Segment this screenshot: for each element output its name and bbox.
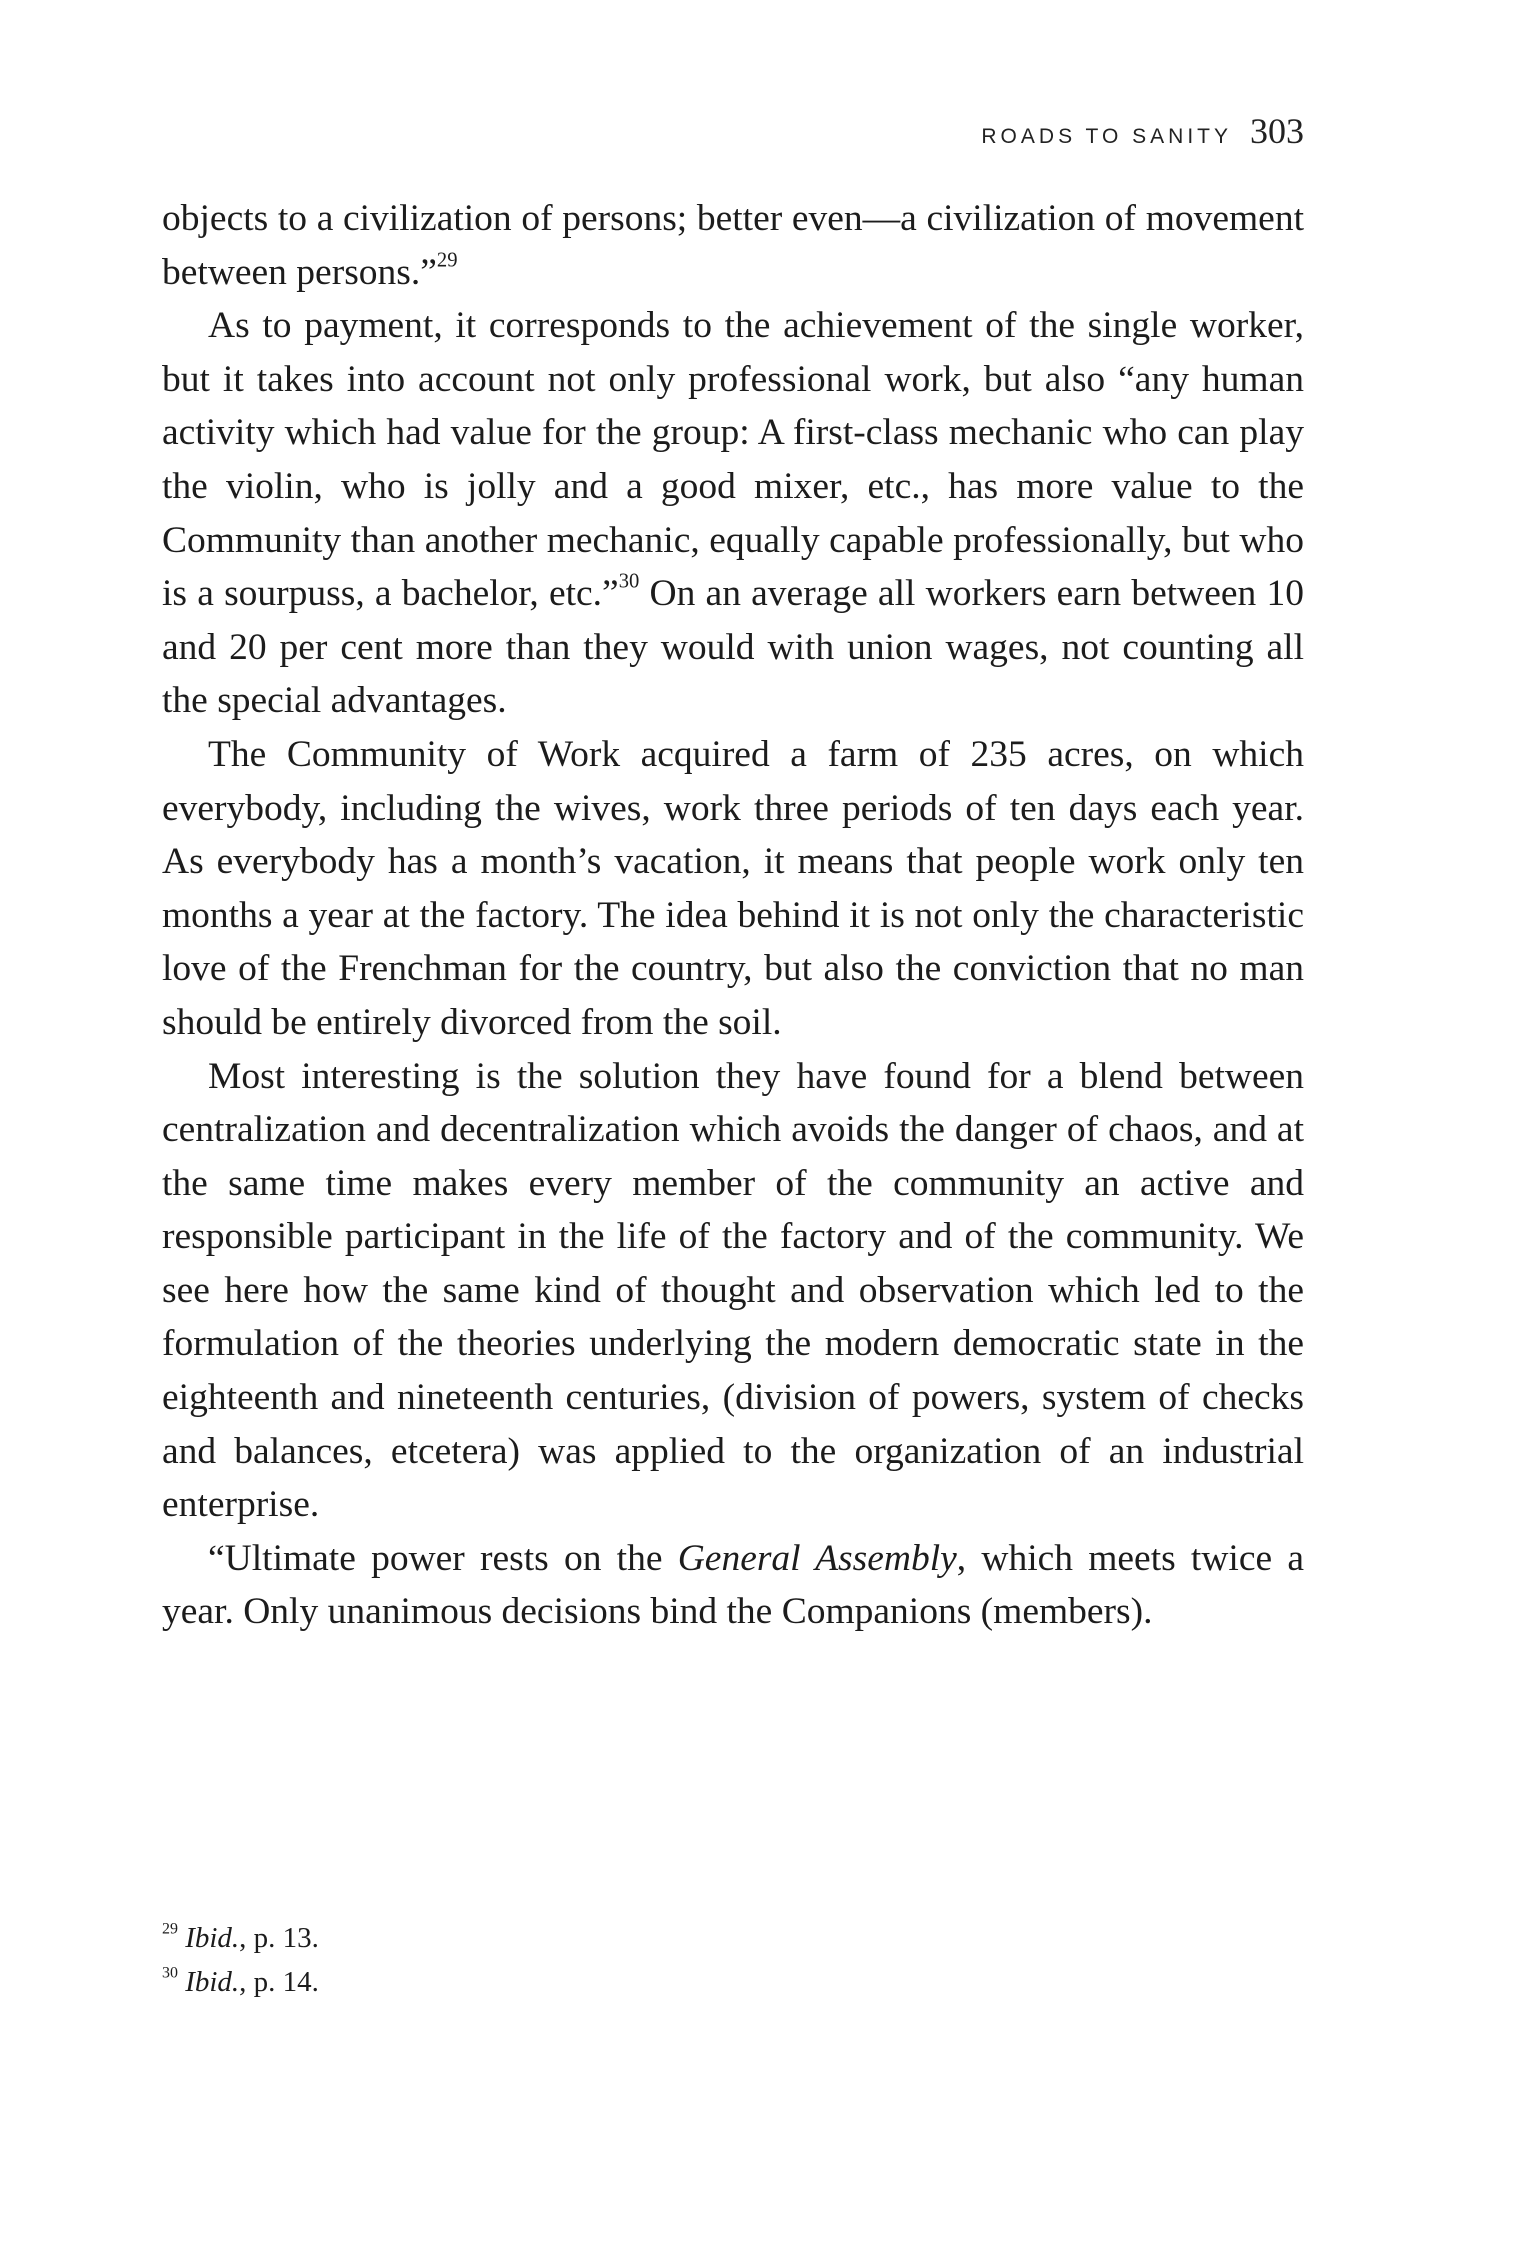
paragraph-1 (162, 192, 1304, 299)
footnote-number: 30 (162, 1964, 178, 1982)
body-text (162, 192, 1304, 1639)
footnote-30 (162, 1960, 319, 2004)
footnote-source: Ibid. (185, 1922, 240, 1954)
paragraph-5 (162, 1532, 1304, 1639)
page-number: 303 (1250, 111, 1304, 151)
footnote-ref-30: 30 (618, 570, 640, 593)
footnote-ref-29: 29 (436, 249, 458, 272)
paragraph-5-text-a: “Ultimate power rests on the (208, 1537, 678, 1579)
paragraph-2 (162, 299, 1304, 728)
paragraph-1-text: objects to a civilization of persons; better even—a civilization of movement between persons.” (162, 198, 1304, 293)
paragraph-2-text-a: As to payment, it corresponds to the achievement of the single worker, but it takes into account not only professional work, but also “any human activity which had value for the group: A first-class mechanic who can play the violin, who is jolly and a good mixer, etc., has more value to the Community than another mechanic, equally capable professionally, but who is a sourpuss, a bachelor, etc.” (162, 305, 1304, 615)
paragraph-5-emphasis: General Assembly (677, 1537, 957, 1579)
footnote-source: Ibid. (185, 1966, 240, 1998)
paragraph-3: The Community of Work acquired a farm of 235 acres, on which everybody, including the wives, work three periods of ten days each year. As everybody has a month’s vacation, it means that people work only ten months a year at the factory. The idea behind it is not only the characteristic love of the Frenchman for the country, but also the conviction that no man should be entirely divorced from the soil. (162, 733, 1304, 1043)
footnote-page: , p. 13. (239, 1922, 319, 1954)
footnotes (162, 1916, 319, 2004)
paragraph-4: Most interesting is the solution they have found for a blend between centralization and decentralization which avoids the danger of chaos, and at the same time makes every member of the community an active and responsible participant in the life of the factory and of the community. We see here how the same kind of thought and observation which led to the formulation of the theories underlying the modern democratic state in the eighteenth and nineteenth centuries, (division of powers, system of checks and balances, etcetera) was applied to the organization of an industrial enterprise. (162, 1055, 1304, 1526)
paragraph-2-text-b: On an average all workers earn between 10 and 20 per cent more than they would with union wages, not counting all the special advantages. (162, 573, 1304, 722)
running-head (981, 110, 1304, 160)
paragraph-5-text-b: , which meets twice a year. Only unanimous decisions bind the Companions (members). (162, 1537, 1304, 1633)
footnote-number: 29 (162, 1920, 178, 1938)
running-title: ROADS TO SANITY (981, 125, 1232, 148)
footnote-page: , p. 14. (239, 1966, 319, 1998)
footnote-29 (162, 1916, 319, 1960)
